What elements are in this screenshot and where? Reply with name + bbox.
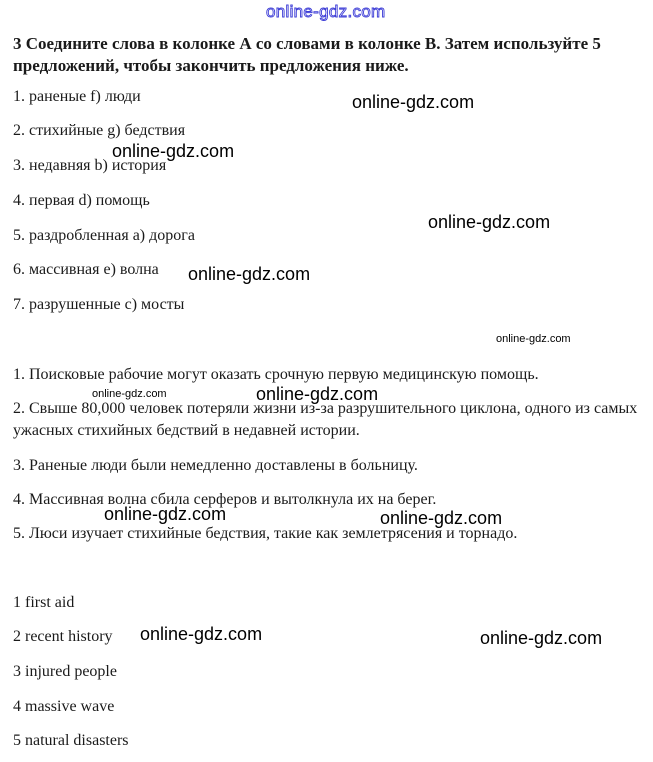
watermark: online-gdz.com	[104, 504, 227, 524]
answer-item: 1 first aid	[13, 594, 75, 611]
watermark: online-gdz.com	[140, 624, 263, 644]
watermark: online-gdz.com	[496, 333, 571, 345]
watermark: online-gdz.com	[428, 212, 551, 232]
answer-item: 5 natural disasters	[13, 732, 129, 749]
sentence-item: 4. Массивная волна сбила серферов и вытолкнула их на берег.	[13, 491, 437, 508]
watermark: online-gdz.com	[480, 628, 603, 648]
sentence-item: 5. Люси изучает стихийные бедствия, такие как землетрясения и торнадо.	[13, 525, 518, 542]
answer-item: 2 recent history	[13, 628, 113, 645]
pair-item: 7. разрушенные с) мосты	[13, 296, 185, 313]
sentence-item: 2. Свыше 80,000 человек потеряли жизни из-за разрушительного циклона, одного из самых ужасных стихийных бедствий в недавней истории.	[13, 400, 638, 439]
watermark: online-gdz.com	[380, 508, 503, 528]
sentence-item: 1. Поисковые рабочие могут оказать срочную первую медицинскую помощь.	[13, 366, 539, 383]
watermark: online-gdz.com	[188, 264, 311, 284]
pair-item: 1. раненые f) люди	[13, 88, 141, 105]
header-watermark: online-gdz.com	[266, 2, 386, 21]
watermark: online-gdz.com	[352, 92, 475, 112]
exercise-title: 3 Соедините слова в колонке А со словами в колонке В. Затем используйте 5 предложений, чтобы закончить предложения ниже.	[13, 34, 601, 75]
pair-item: 3. недавняя b) история	[13, 157, 167, 174]
pair-item: 6. массивная e) волна	[13, 261, 159, 278]
watermark: online-gdz.com	[256, 384, 379, 404]
pair-item: 4. первая d) помощь	[13, 192, 150, 209]
pair-item: 2. стихийные g) бедствия	[13, 122, 186, 139]
answer-item: 3 injured people	[13, 663, 117, 680]
sentence-item: 3. Раненые люди были немедленно доставлены в больницу.	[13, 457, 418, 474]
watermark: online-gdz.com	[92, 388, 167, 400]
watermark: online-gdz.com	[112, 141, 235, 161]
pair-item: 5. раздробленная а) дорога	[13, 227, 195, 244]
answer-item: 4 massive wave	[13, 698, 115, 715]
